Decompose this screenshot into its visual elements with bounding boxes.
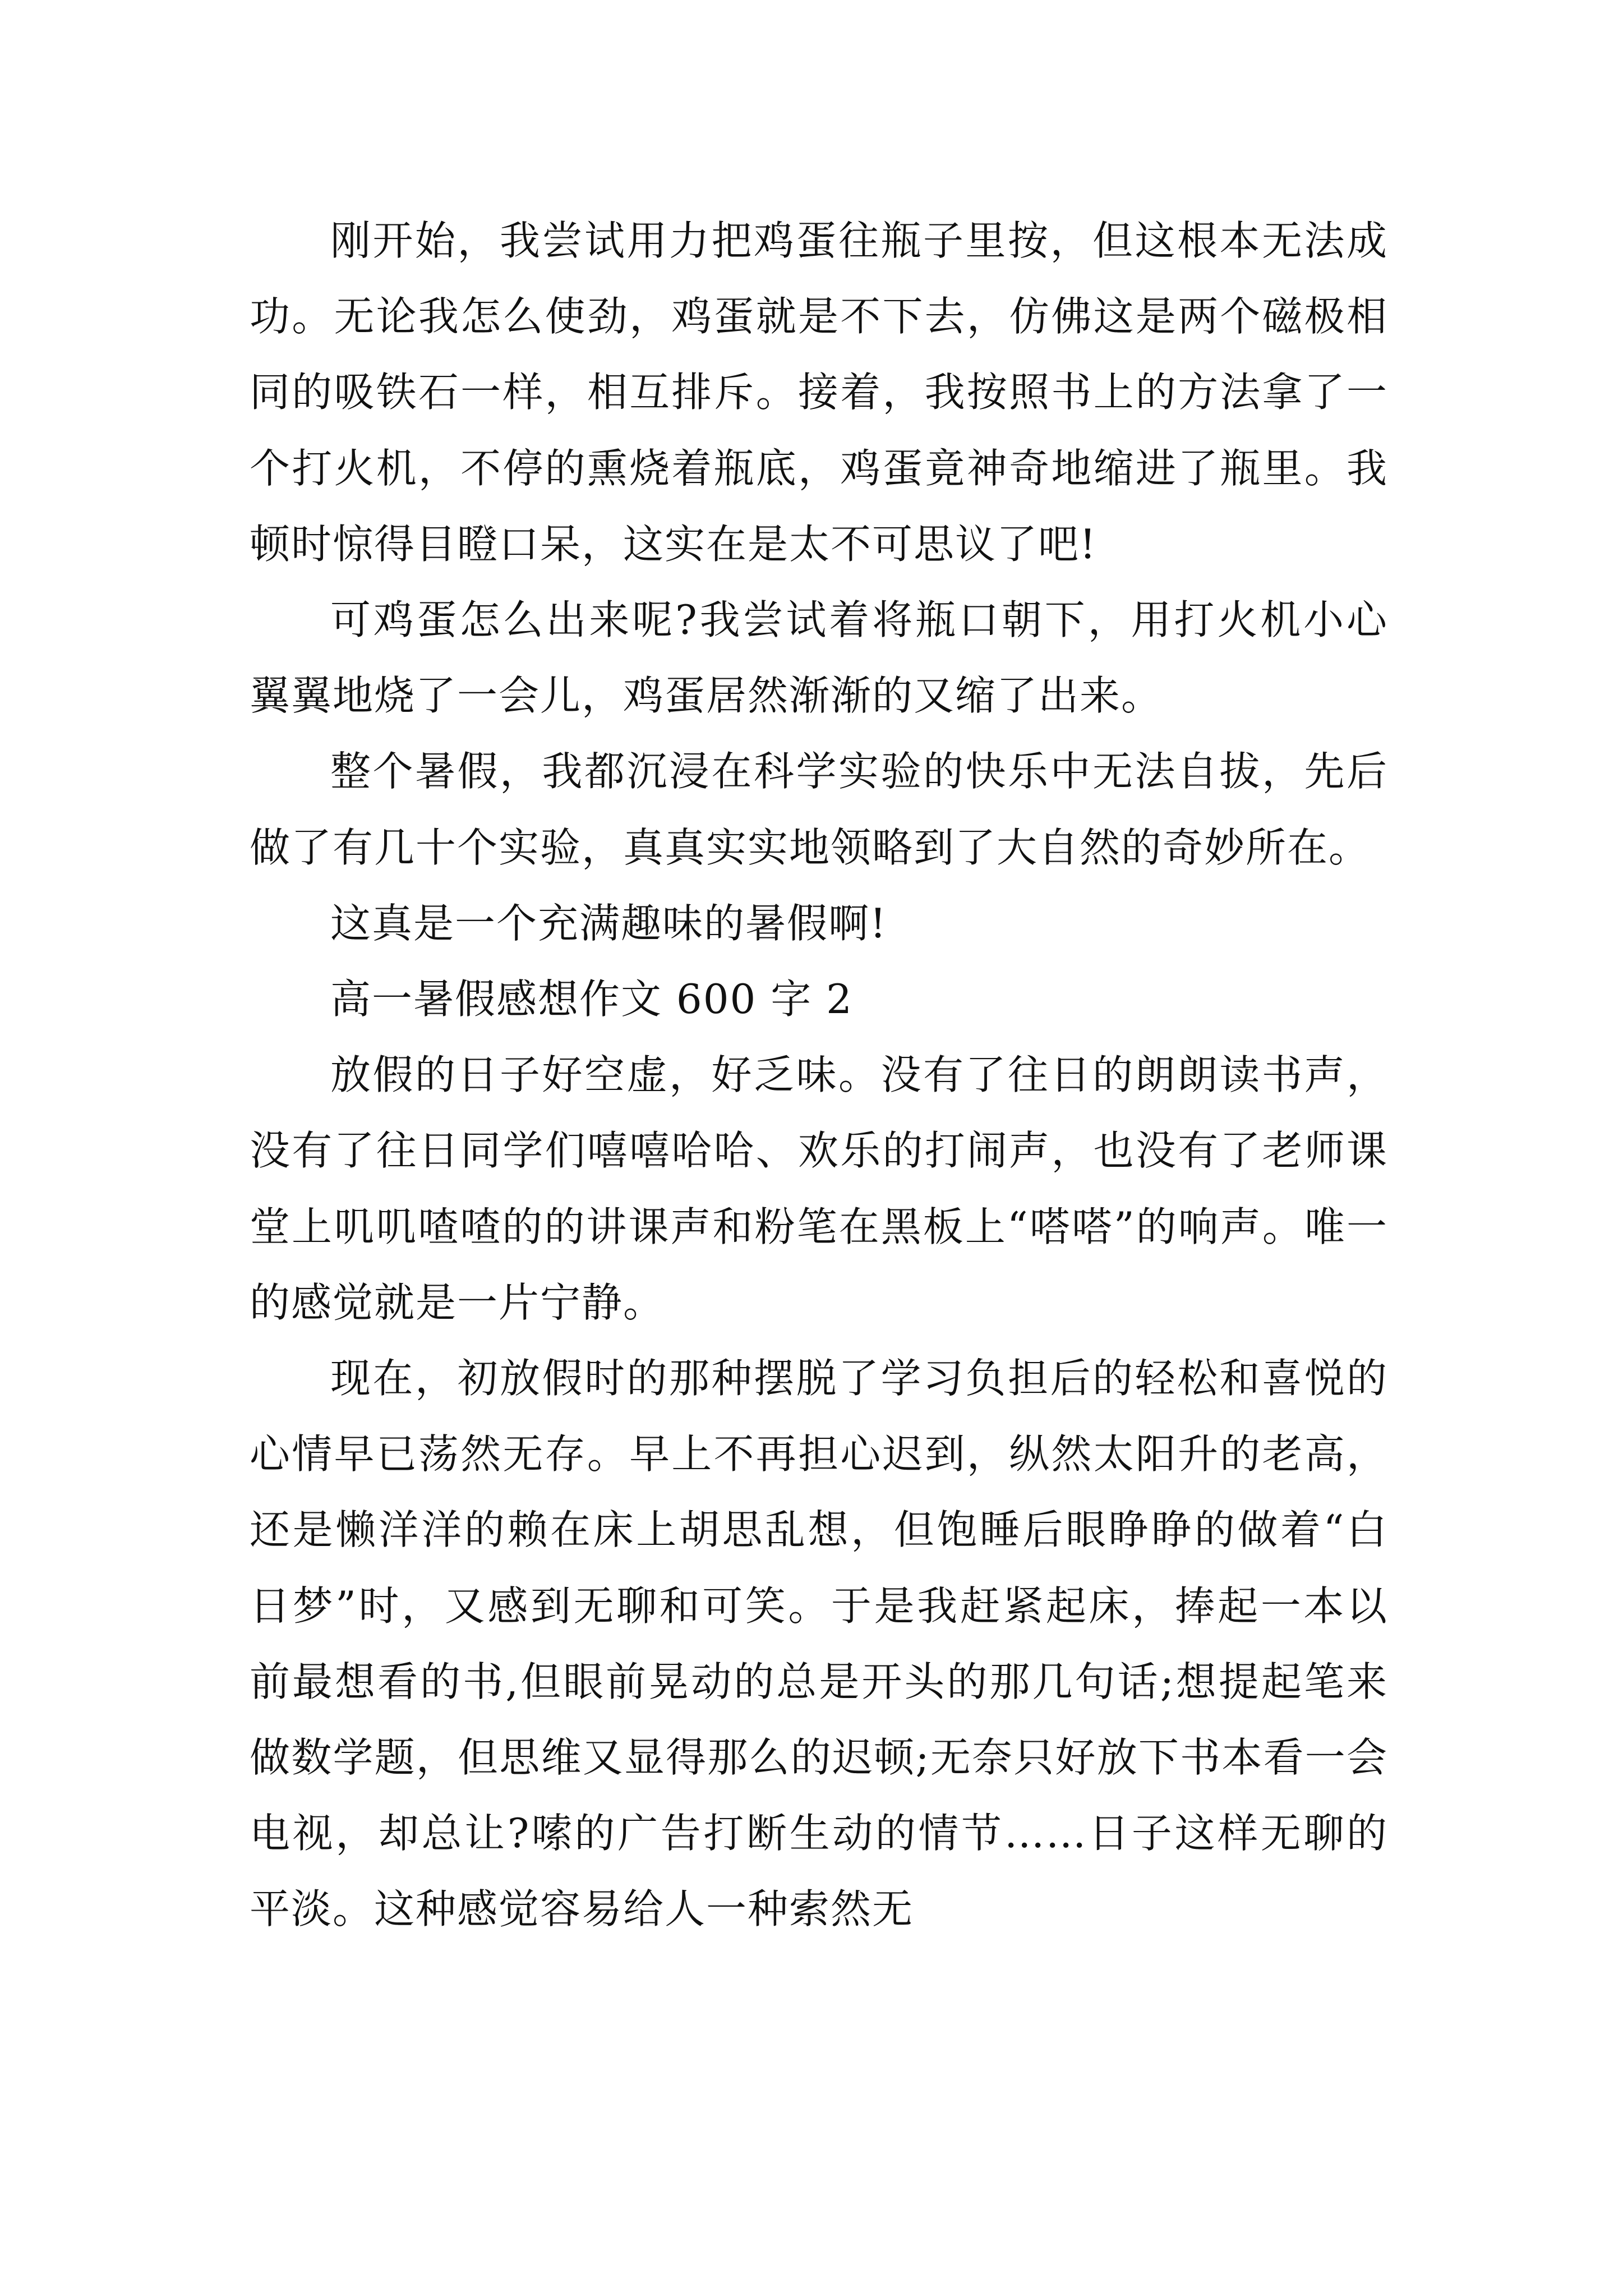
document-body [250,203,1388,1948]
paragraph-egg-out: 可鸡蛋怎么出来呢?我尝试着将瓶口朝下，用打火机小心翼翼地烧了一会儿，鸡蛋居然渐渐的又缩了出来。 [250,596,1388,720]
paragraph-summer-experiments: 整个暑假，我都沉浸在科学实验的快乐中无法自拔，先后做了有几十个实验，真真实实地领略到了大自然的奇妙所在。 [250,748,1388,871]
paragraph-fun-summer: 这真是一个充满趣味的暑假啊! [330,899,887,947]
paragraph-empty-holiday: 放假的日子好空虚，好乏味。没有了往日的朗朗读书声，没有了往日同学们嘻嘻哈哈、欢乐的打闹声，也没有了老师课堂上叽叽喳喳的的讲课声和粉笔在黑板上“嗒嗒”的响声。唯一的感觉就是一片宁静。 [250,1051,1388,1326]
paragraph-egg-experiment: 刚开始，我尝试用力把鸡蛋往瓶子里按，但这根本无法成功。无论我怎么使劲，鸡蛋就是不下去，仿佛这是两个磁极相同的吸铁石一样，相互排斥。接着，我按照书上的方法拿了一个打火机，不停的熏烧着瓶底，鸡蛋竟神奇地缩进了瓶里。我顿时惊得目瞪口呆，这实在是太不可思议了吧! [250,217,1388,568]
paragraph-boring-days: 现在，初放假时的那种摆脱了学习负担后的轻松和喜悦的心情早已荡然无存。早上不再担心迟到，纵然太阳升的老高，还是懒洋洋的赖在床上胡思乱想，但饱睡后眼睁睁的做着“白日梦”时，又感到无聊和可笑。于是我赶紧起床，捧起一本以前最想看的书,但眼前晃动的总是开头的那几句话;想提起笔来做数学题，但思维又显得那么的迟顿;无奈只好放下书本看一会电视，却总让?嗦的广告打断生动的情节……日子这样无聊的平淡。这种感觉容易给人一种索然无 [250,1355,1388,1933]
essay-heading: 高一暑假感想作文 600 字 2 [330,976,853,1023]
